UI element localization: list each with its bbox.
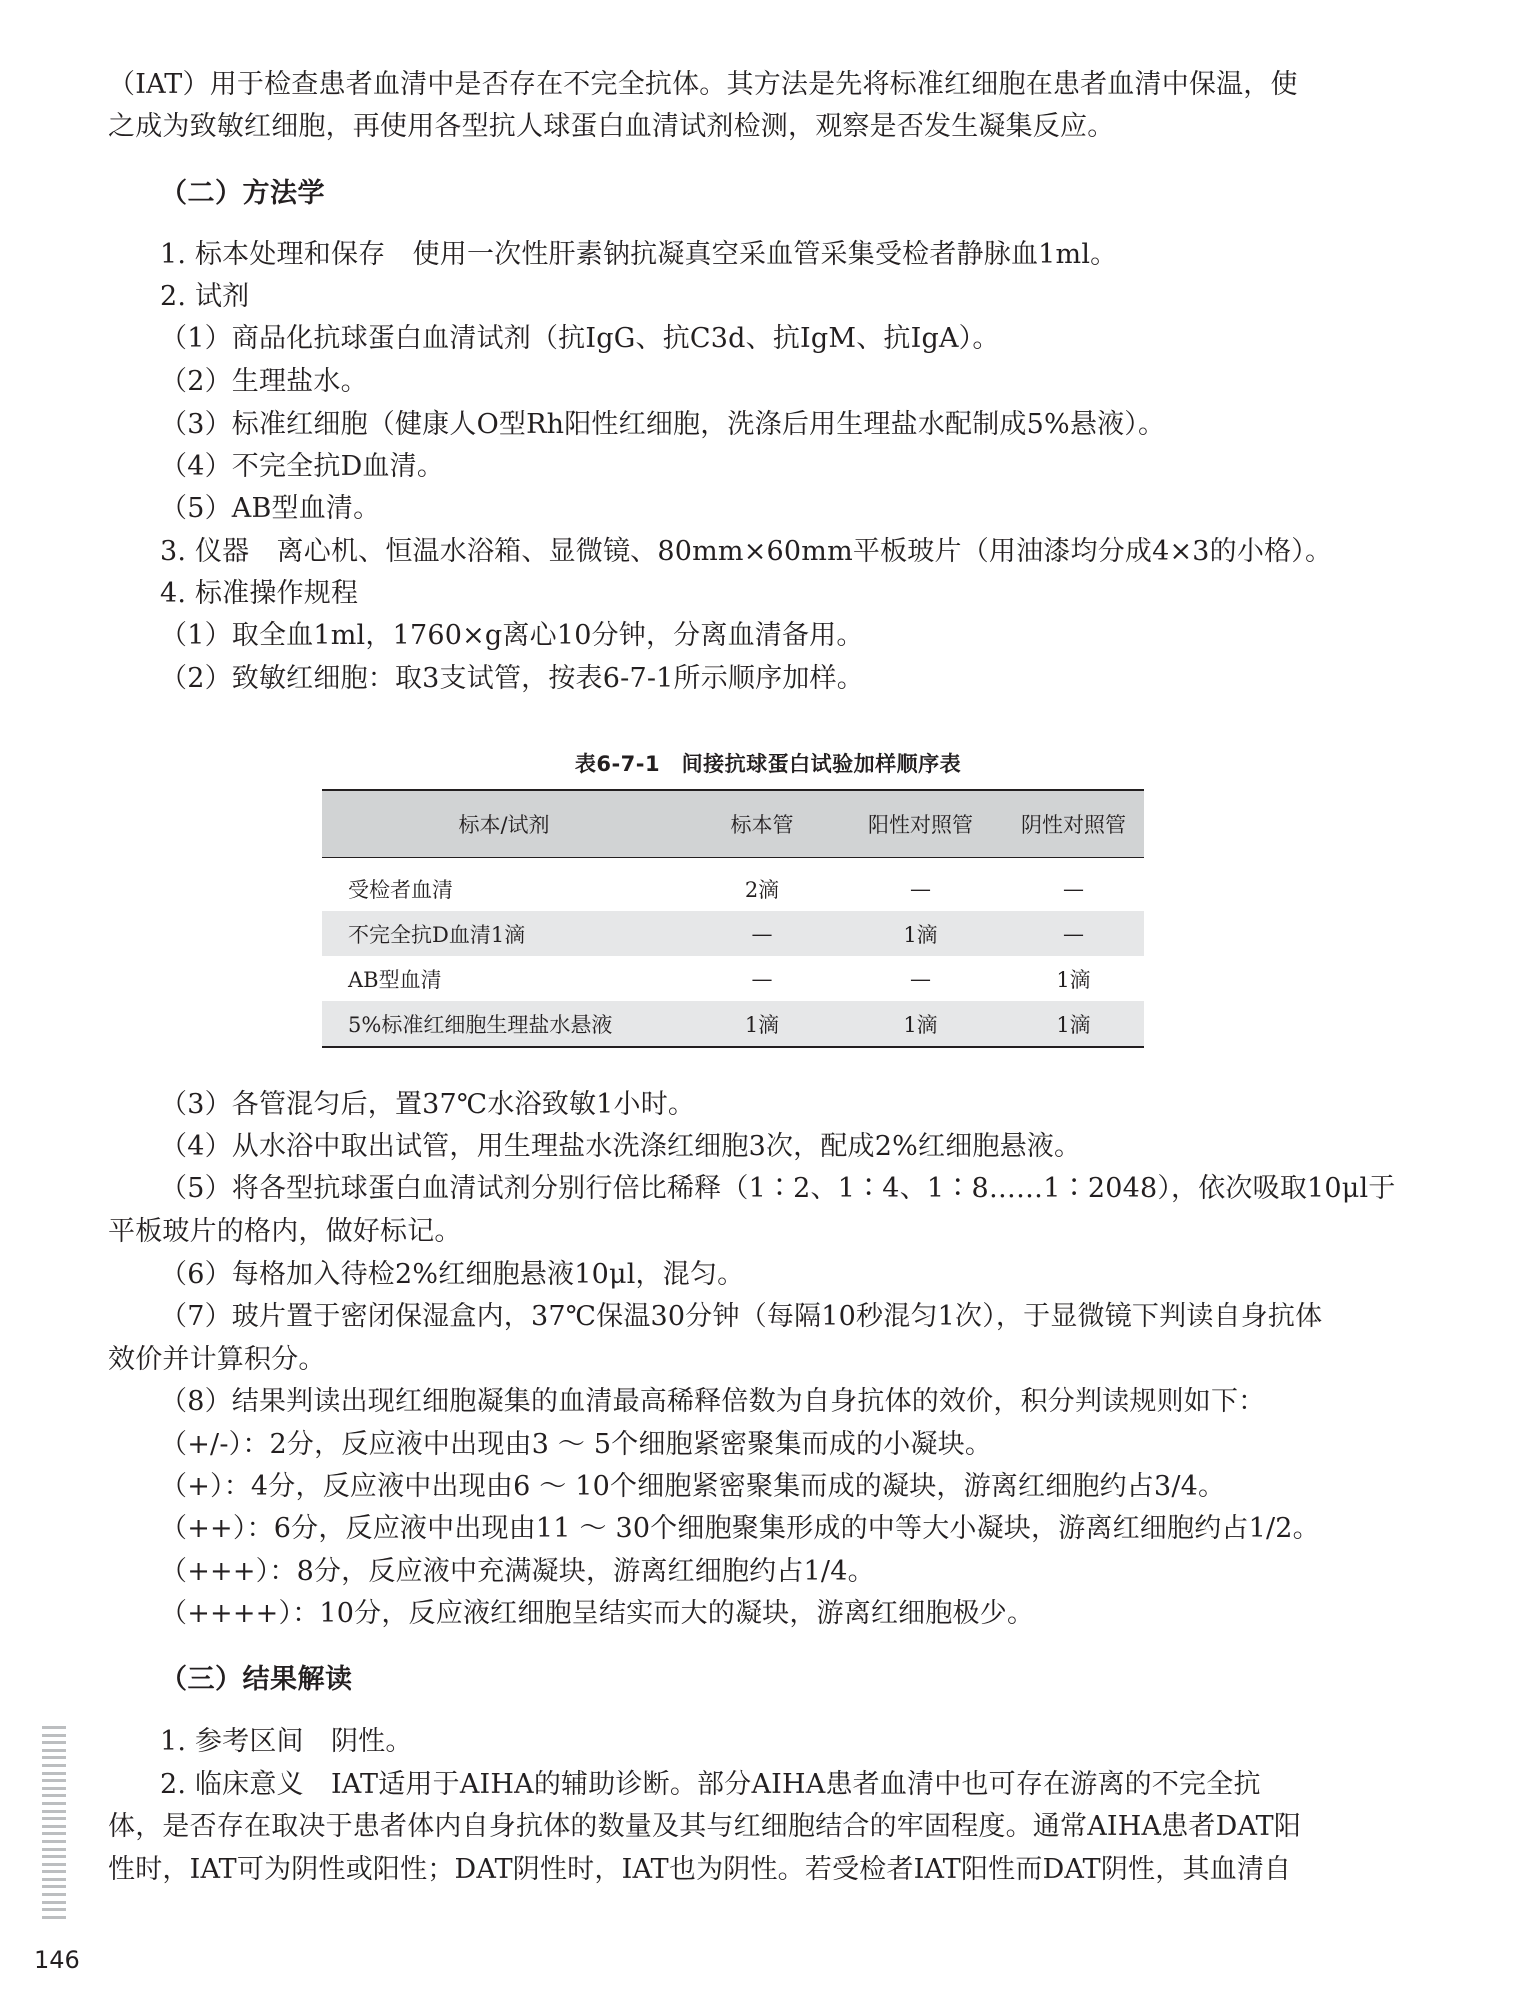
grade-item: （+++）：8分，反应液中充满凝块，游离红细胞约占1/4。 <box>160 1556 875 1587</box>
list-item-reagent-1: （1）商品化抗球蛋白血清试剂（抗IgG、抗C3d、抗IgM、抗IgA）。 <box>160 323 1000 354</box>
table-cell: 1滴 <box>686 1001 838 1047</box>
paragraph-clinical-significance: 2. 临床意义 IAT适用于AIHA的辅助诊断。部分AIHA患者血清中也可存在游离的不完全抗 <box>160 1769 1261 1800</box>
list-item-step-8: （8）结果判读出现红细胞凝集的血清最高稀释倍数为自身抗体的效价，积分判读规则如下： <box>160 1386 1266 1417</box>
table-cell: 5%标准红细胞生理盐水悬液 <box>322 1001 686 1047</box>
table-cell: 1滴 <box>838 1001 1003 1047</box>
table-cell: 受检者血清 <box>348 877 453 902</box>
table-cell: 1滴 <box>1003 1001 1144 1047</box>
section-heading-methods: （二）方法学 <box>160 178 325 209</box>
list-item-step-7-cont: 效价并计算积分。 <box>108 1344 326 1375</box>
table-row <box>322 956 1144 1001</box>
paragraph-clinical-significance-cont: 体，是否存在取决于患者体内自身抗体的数量及其与红细胞结合的牢固程度。通常AIHA患者DAT阳 <box>108 1811 1302 1842</box>
table-cell: — <box>686 911 838 956</box>
table-cell: — <box>1003 911 1144 956</box>
list-item-step-2: （2）致敏红细胞：取3支试管，按表6-7-1所示顺序加样。 <box>160 663 864 694</box>
paragraph-reagents: 2. 试剂 <box>160 281 250 312</box>
table-header-cell: 阳性对照管 <box>838 790 1003 858</box>
grade-item: （+/-）：2分，反应液中出现由3 ～ 5个细胞紧密聚集而成的小凝块。 <box>160 1429 993 1460</box>
table-cell: — <box>751 966 773 991</box>
list-item-reagent-3: （3）标准红细胞（健康人O型Rh阳性红细胞，洗涤后用生理盐水配制成5%悬液）。 <box>160 409 1166 440</box>
table-cell: — <box>910 966 931 991</box>
paragraph-instruments: 3. 仪器 离心机、恒温水浴箱、显微镜、80mm×60mm平板玻片（用油漆均分成4×3的小格）。 <box>160 536 1333 567</box>
grade-item: （++++）：10分，反应液红细胞呈结实而大的凝块，游离红细胞极少。 <box>160 1598 1035 1629</box>
grade-item: （+）：4分，反应液中出现由6 ～ 10个细胞紧密聚集而成的凝块，游离红细胞约占3/4。 <box>160 1471 1226 1502</box>
table-row <box>322 911 1144 956</box>
table-row <box>322 1001 1144 1047</box>
section-heading-results: （三）结果解读 <box>160 1664 353 1695</box>
sample-order-table <box>322 789 1144 1048</box>
paragraph-intro-line2: 之成为致敏红细胞，再使用各型抗人球蛋白血清试剂检测，观察是否发生凝集反应。 <box>108 111 1115 142</box>
list-item-step-5: （5）将各型抗球蛋白血清试剂分别行倍比稀释（1∶2、1∶4、1∶8……1∶2048），依次吸取10μl于 <box>160 1173 1396 1204</box>
table-header-cell: 标本/试剂 <box>322 790 686 858</box>
list-item-reagent-4: （4）不完全抗D血清。 <box>160 451 445 482</box>
margin-decoration <box>42 1726 66 1926</box>
list-item-step-4: （4）从水浴中取出试管，用生理盐水洗涤红细胞3次，配成2%红细胞悬液。 <box>160 1131 1082 1162</box>
page-number: 146 <box>34 1946 80 1974</box>
table-cell: 2滴 <box>744 877 780 902</box>
table-cell: — <box>910 876 931 901</box>
paragraph-reference-range: 1. 参考区间 阴性。 <box>160 1726 413 1757</box>
table-cell: 1滴 <box>1056 967 1091 992</box>
list-item-step-3: （3）各管混匀后，置37℃水浴致敏1小时。 <box>160 1089 696 1120</box>
paragraph-specimen: 1. 标本处理和保存 使用一次性肝素钠抗凝真空采血管采集受检者静脉血1ml。 <box>160 239 1118 270</box>
list-item-reagent-2: （2）生理盐水。 <box>160 366 368 397</box>
paragraph-clinical-significance-cont: 性时，IAT可为阴性或阳性；DAT阴性时，IAT也为阴性。若受检者IAT阳性而DAT阴性，其血清自 <box>108 1854 1292 1885</box>
table-header-cell: 阴性对照管 <box>1003 790 1144 858</box>
table-header-cell: 标本管 <box>686 790 838 858</box>
table-cell: 1滴 <box>838 911 1003 956</box>
table-cell: 不完全抗D血清1滴 <box>322 911 686 956</box>
table-cell: — <box>1063 876 1084 901</box>
grade-item: （++）：6分，反应液中出现由11 ～ 30个细胞聚集形成的中等大小凝块，游离红细胞约占1/2。 <box>160 1513 1320 1544</box>
list-item-reagent-5: （5）AB型血清。 <box>160 493 381 524</box>
table-cell: AB型血清 <box>348 967 442 992</box>
table-header-row <box>322 790 1144 858</box>
table-caption: 表6-7-1 间接抗球蛋白试验加样顺序表 <box>574 752 962 776</box>
list-item-step-6: （6）每格加入待检2%红细胞悬液10μl，混匀。 <box>160 1259 745 1290</box>
list-item-step-7: （7）玻片置于密闭保湿盒内，37℃保温30分钟（每隔10秒混匀1次），于显微镜下判读自身抗体 <box>160 1301 1323 1332</box>
table-row <box>322 858 1144 912</box>
paragraph-sop: 4. 标准操作规程 <box>160 578 359 609</box>
list-item-step-1: （1）取全血1ml，1760×g离心10分钟，分离血清备用。 <box>160 620 864 651</box>
paragraph-intro-line1: （IAT）用于检查患者血清中是否存在不完全抗体。其方法是先将标准红细胞在患者血清中保温，使 <box>108 69 1298 100</box>
list-item-step-5-cont: 平板玻片的格内，做好标记。 <box>108 1216 462 1247</box>
